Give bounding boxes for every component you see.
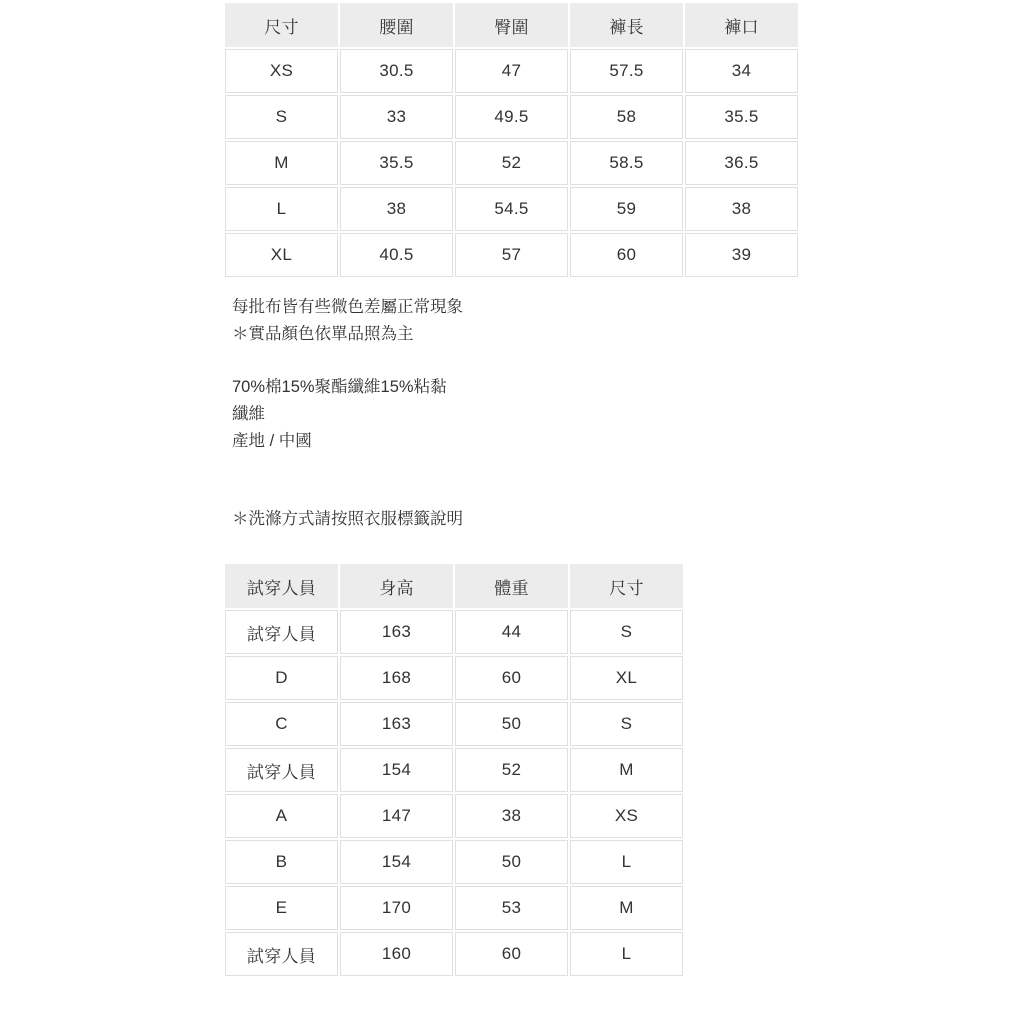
table-cell: 35.5	[340, 141, 453, 185]
table-cell: 53	[455, 886, 568, 930]
column-header-pant-length: 褲長	[570, 3, 683, 47]
column-header-fitting-staff: 試穿人員	[225, 564, 338, 608]
table-cell: 33	[340, 95, 453, 139]
color-difference-note	[232, 294, 482, 348]
table-cell: 38	[340, 187, 453, 231]
note-line: ＊洗滌方式請按照衣服標籤說明	[232, 510, 463, 528]
table-cell: 38	[455, 794, 568, 838]
fitting-row	[225, 932, 683, 976]
table-cell: M	[570, 748, 683, 792]
table-cell: XL	[225, 233, 338, 277]
fitting-row	[225, 656, 683, 700]
table-cell: 163	[340, 702, 453, 746]
note-line: ＊實品顏色依單品照為主	[232, 325, 414, 343]
table-cell: S	[570, 610, 683, 654]
size-row-l	[225, 187, 798, 231]
fitting-staff-table	[223, 562, 685, 978]
fitting-row	[225, 702, 683, 746]
table-cell: 60	[570, 233, 683, 277]
table-cell: XS	[225, 49, 338, 93]
table-cell: XS	[570, 794, 683, 838]
table-cell: 60	[455, 656, 568, 700]
fitting-row	[225, 610, 683, 654]
wash-care-note	[232, 506, 482, 533]
table-cell: 40.5	[340, 233, 453, 277]
table-cell: 38	[685, 187, 798, 231]
table-cell: 60	[455, 932, 568, 976]
table-cell: M	[570, 886, 683, 930]
table-cell: 試穿人員	[225, 932, 338, 976]
table-cell: 52	[455, 141, 568, 185]
table-cell: 44	[455, 610, 568, 654]
table-cell: 58.5	[570, 141, 683, 185]
table-cell: 147	[340, 794, 453, 838]
table-cell: 49.5	[455, 95, 568, 139]
table-cell: A	[225, 794, 338, 838]
size-row-xl	[225, 233, 798, 277]
column-header-size: 尺寸	[570, 564, 683, 608]
size-row-s	[225, 95, 798, 139]
table-cell: L	[570, 932, 683, 976]
note-line: 纖維	[232, 405, 265, 423]
table-cell: 50	[455, 840, 568, 884]
table-cell: D	[225, 656, 338, 700]
table-cell: 58	[570, 95, 683, 139]
column-header-size: 尺寸	[225, 3, 338, 47]
table-cell: 30.5	[340, 49, 453, 93]
table-cell: 35.5	[685, 95, 798, 139]
column-header-leg-opening: 褲口	[685, 3, 798, 47]
table-cell: 36.5	[685, 141, 798, 185]
size-row-xs	[225, 49, 798, 93]
fitting-row	[225, 840, 683, 884]
table-cell: 34	[685, 49, 798, 93]
column-header-waist: 腰圍	[340, 3, 453, 47]
table-cell: 154	[340, 748, 453, 792]
table-cell: C	[225, 702, 338, 746]
size-row-m	[225, 141, 798, 185]
table-cell: 47	[455, 49, 568, 93]
material-origin-note	[232, 374, 482, 455]
table-cell: 54.5	[455, 187, 568, 231]
size-chart-table	[223, 1, 800, 279]
table-cell: 57.5	[570, 49, 683, 93]
table-cell: S	[570, 702, 683, 746]
table-cell: 50	[455, 702, 568, 746]
table-cell: M	[225, 141, 338, 185]
table-cell: 163	[340, 610, 453, 654]
table-cell: 39	[685, 233, 798, 277]
table-cell: 168	[340, 656, 453, 700]
table-cell: 52	[455, 748, 568, 792]
table-cell: S	[225, 95, 338, 139]
size-chart-header-row	[225, 3, 798, 47]
column-header-hip: 臀圍	[455, 3, 568, 47]
fitting-row	[225, 748, 683, 792]
table-cell: XL	[570, 656, 683, 700]
table-cell: B	[225, 840, 338, 884]
note-line: 每批布皆有些微色差屬正常現象	[232, 298, 463, 316]
column-header-height: 身高	[340, 564, 453, 608]
table-cell: 試穿人員	[225, 610, 338, 654]
note-line: 70%棉15%聚酯纖維15%粘黏	[232, 378, 447, 396]
column-header-weight: 體重	[455, 564, 568, 608]
table-cell: 170	[340, 886, 453, 930]
note-line: 產地 / 中國	[232, 432, 312, 450]
table-cell: L	[570, 840, 683, 884]
table-cell: 57	[455, 233, 568, 277]
table-cell: L	[225, 187, 338, 231]
fitting-row	[225, 886, 683, 930]
table-cell: 試穿人員	[225, 748, 338, 792]
fitting-table-header-row	[225, 564, 683, 608]
fitting-row	[225, 794, 683, 838]
table-cell: 59	[570, 187, 683, 231]
table-cell: E	[225, 886, 338, 930]
table-cell: 154	[340, 840, 453, 884]
table-cell: 160	[340, 932, 453, 976]
